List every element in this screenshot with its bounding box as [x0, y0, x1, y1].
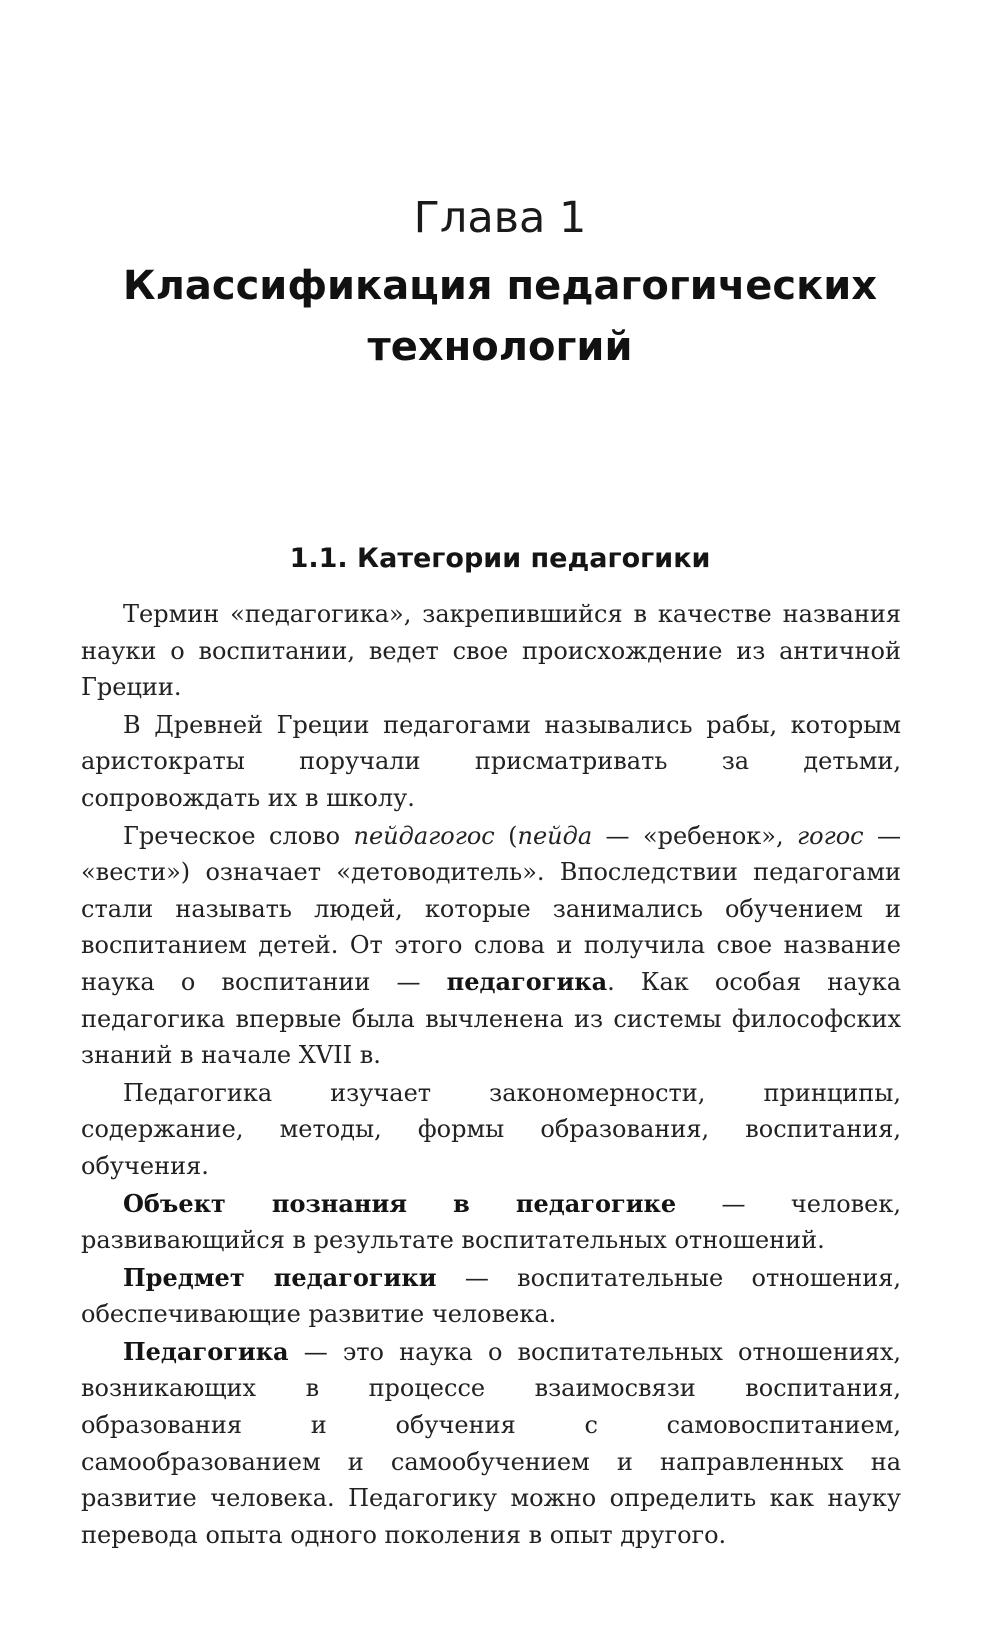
text-run: — «ребенок»,: [592, 821, 797, 850]
paragraph-term-origin: Термин «педагогика», закрепившийся в качестве названия науки о воспитании, ведет свое происхождение из античной Греции.: [81, 600, 901, 702]
text-run: (: [494, 821, 518, 850]
chapter-title: [70, 256, 930, 378]
paragraph-ancient-greece: В Древней Греции педагогами назывались рабы, которым аристократы поручали присматривать за детьми, сопровождать их в школу.: [81, 710, 901, 812]
text-run: — это наука о воспитательных отношениях, возникающих в процессе взаимосвязи воспитания, образования и обучения с самовоспитанием, самообразованием и самообучением и направленных на развитие человека. Педагогику можно определить как науку перевода опыта одного поколения в опыт другого.: [81, 1337, 901, 1549]
italic-term-peidagogos: пейдагогос: [353, 821, 495, 850]
bold-term-subject: Предмет педагогики: [123, 1262, 437, 1292]
italic-term-gogos: гогос: [797, 821, 864, 850]
bold-term-pedagogika: педагогика: [446, 966, 608, 996]
chapter-title-line-1: Классификация педагогических: [122, 263, 878, 309]
text-run: — «вести») означает «детоводитель». Впоследствии педагогами стали называть людей, которые занимались обучением и воспитанием детей. От этого слова и получила свое название наука о воспитании —: [81, 821, 902, 996]
text-run: — воспитательные отношения, обеспечивающие развитие человека.: [81, 1263, 901, 1329]
bold-term-object: Объект познания в педагогике: [123, 1188, 677, 1218]
text-run: . Как особая наука педагогика впервые была вычленена из системы философских знаний в начале XVII в.: [81, 967, 902, 1070]
paragraph-subject: [81, 1260, 901, 1333]
paragraph-greek-word: [81, 818, 901, 1074]
italic-term-peida: пейда: [517, 821, 593, 850]
section-title: 1.1. Категории педагогики: [289, 543, 711, 574]
text-run: — человек, развивающийся в результате воспитательных отношений.: [81, 1189, 901, 1255]
text-run: Греческое слово: [123, 821, 354, 850]
paragraph-object: [81, 1186, 901, 1259]
chapter-title-line-2: технологий: [367, 324, 633, 370]
paragraph-definition: [81, 1334, 901, 1554]
bold-term-pedagogy: Педагогика: [123, 1336, 289, 1366]
chapter-label: Глава 1: [413, 193, 587, 243]
body-text: [81, 596, 901, 1554]
paragraph-pedagogy-studies: Педагогика изучает закономерности, принципы, содержание, методы, формы образования, воспитания, обучения.: [81, 1078, 901, 1180]
